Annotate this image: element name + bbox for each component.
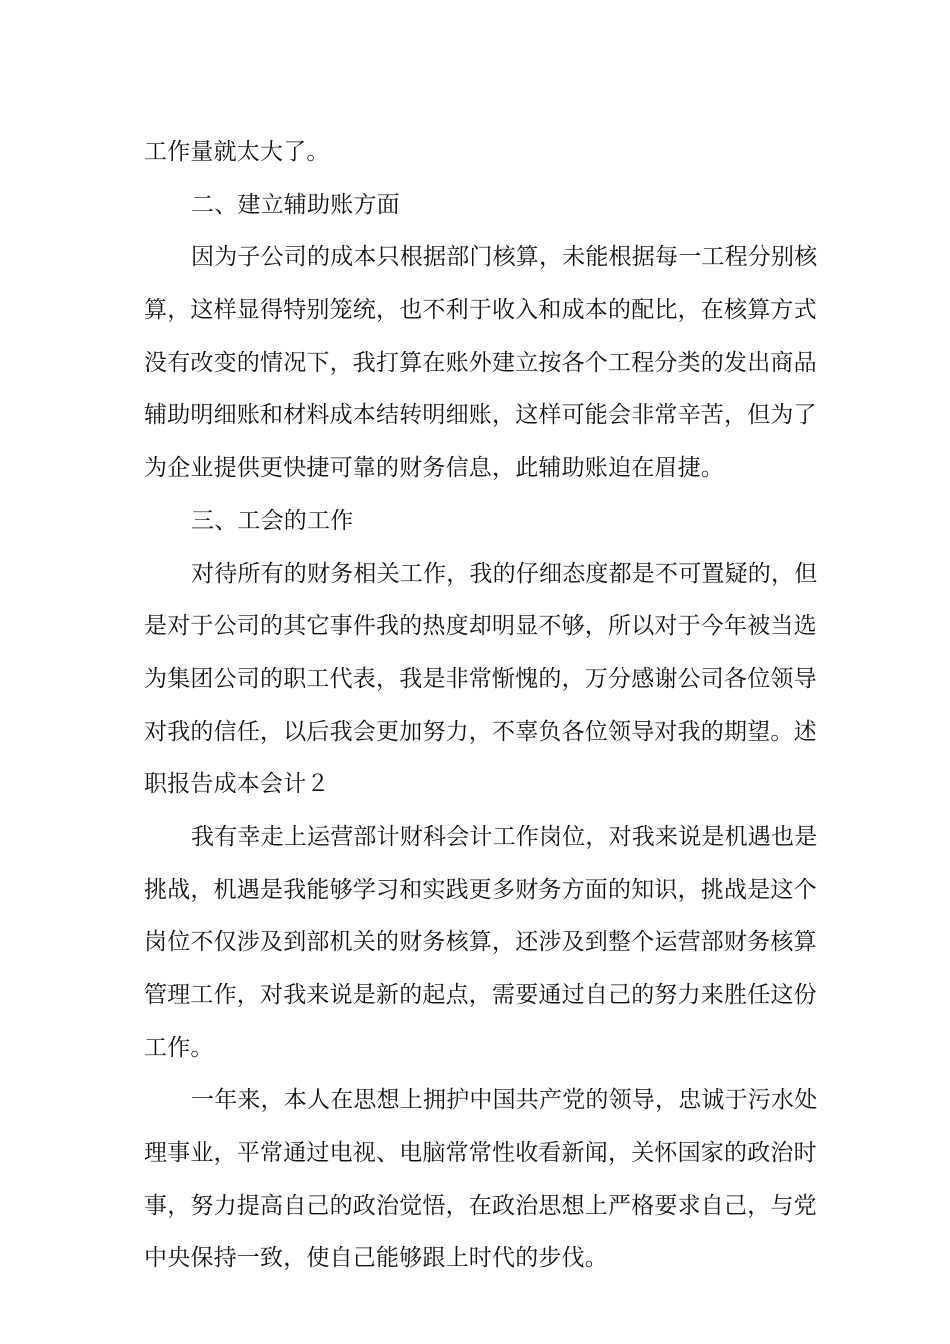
text-line: 为集团公司的职工代表，我是非常惭愧的，万分感谢公司各位领导 xyxy=(144,665,817,692)
text-line: 岗位不仅涉及到部机关的财务核算，还涉及到整个运营部财务核算 xyxy=(144,929,817,956)
text-line: 为企业提供更快捷可靠的财务信息，此辅助账迫在眉捷。 xyxy=(144,455,724,482)
text-line: 职报告成本会计２ xyxy=(144,771,330,798)
text-line: 二、建立辅助账方面 xyxy=(191,191,400,218)
text-line: 工作量就太大了。 xyxy=(144,139,330,165)
text-line: 理事业，平常通过电视、电脑常常性收看新闻，关怀国家的政治时 xyxy=(144,1140,817,1167)
text-line: 工作。 xyxy=(144,1034,214,1061)
text-line: 没有改变的情况下，我打算在账外建立按各个工程分类的发出商品 xyxy=(144,349,817,376)
text-line: 我有幸走上运营部计财科会计工作岗位，对我来说是机遇也是 xyxy=(191,823,818,850)
text-line: 算，这样显得特别笼统，也不利于收入和成本的配比，在核算方式 xyxy=(144,297,817,324)
document-body xyxy=(144,126,818,1285)
text-line: 三、工会的工作 xyxy=(191,507,354,534)
text-line: 挑战，机遇是我能够学习和实践更多财务方面的知识，挑战是这个 xyxy=(144,876,817,903)
text-line: 因为子公司的成本只根据部门核算，未能根据每一工程分别核 xyxy=(191,244,818,271)
text-line: 对待所有的财务相关工作，我的仔细态度都是不可置疑的，但 xyxy=(191,560,818,587)
text-line: 辅助明细账和材料成本结转明细账，这样可能会非常辛苦，但为了 xyxy=(144,402,817,429)
text-line: 对我的信任，以后我会更加努力，不辜负各位领导对我的期望。述 xyxy=(144,718,817,745)
text-line: 管理工作，对我来说是新的起点，需要通过自己的努力来胜任这份 xyxy=(144,982,817,1008)
text-line: 是对于公司的其它事件我的热度却明显不够，所以对于今年被当选 xyxy=(144,613,817,640)
text-line: 一年来，本人在思想上拥护中国共产党的领导，忠诚于污水处 xyxy=(191,1087,818,1114)
text-line: 中央保持一致，使自己能够跟上时代的步伐。 xyxy=(144,1245,608,1272)
text-line: 事，努力提高自己的政治觉悟，在政治思想上严格要求自己，与党 xyxy=(144,1192,817,1219)
